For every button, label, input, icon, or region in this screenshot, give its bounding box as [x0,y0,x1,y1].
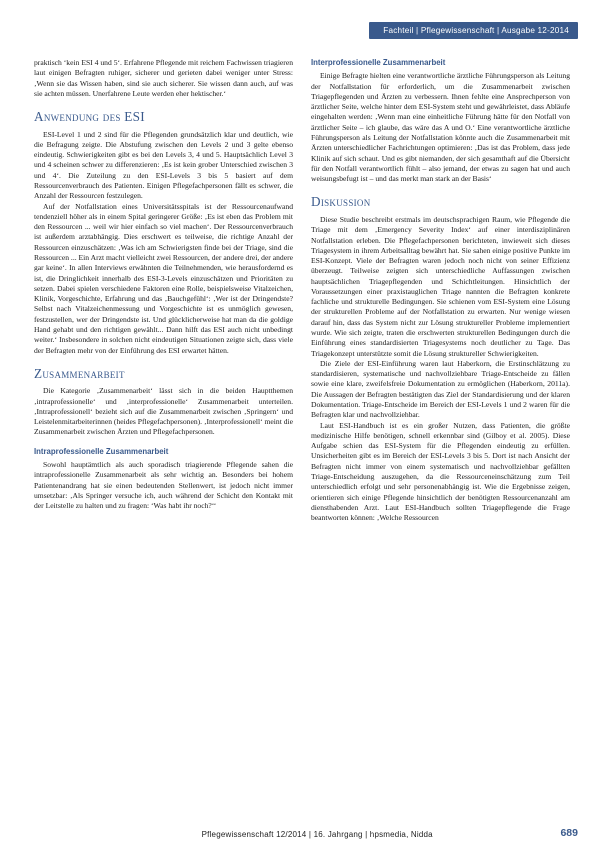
paragraph: Diese Studie beschreibt erstmals im deutschsprachigen Raum, wie Pflegende die Triage mit dem ‚Emergency Severity Index‘ auf einer interdisziplinären Notfallstation erleben. Die Pflegefachpersonen berichteten, inwieweit sich dieses Triagesystem in ihrem Arbeitsalltag bewährt hat. Sie sahen einige positive Punkte im ESI-Konzept. Viele der Befragten waren jedoch noch nicht von seiner Effizienz überzeugt. Teilweise zeigten sich unterschiedliche Auffassungen zwischen hauptsächlichen Triagepflegenden und Schichtleitungen. Hinsichtlich der Voraussetzungen einer praxistauglichen Triage nannten die Befragten konkrete fachliche und strukturelle Bedingungen. Sie schienen vom ESI-System eine Lösung der strukturellen Probleme auf der Notfallstation zu erwarten. Nur wenige wiesen darauf hin, dass das System nicht zur Lösung struktureller Probleme implementiert wurde. Wie sich zeigte, traten die erschwerten strukturellen Bedingungen durch die Einführung eines standardisierten Triagesystems noch deutlicher zu Tage. Das Triagekonzept unterstützte somit die Lösung struktureller Schwierigkeiten. [311,214,570,358]
paragraph: Die Kategorie ‚Zusammenarbeit‘ lässt sich in die beiden Hauptthemen ‚intraprofessionelle‘ und ‚interprofessionelle‘ Zusammenarbeit unterteilen. ‚Intraprofessionell‘ bezieht sich auf die Zusammenarbeit zwischen ‚Springern‘ und Leistelenmitarbeiterinnen (heides Pflegefachpersonen). ‚Interprofessionell‘ meint die Zusammenarbeit zwischen Ärzten und Pflegefachpersonen. [34,386,293,437]
right-column [311,58,570,807]
subsection-heading-intraprofessionelle: Intraprofessionelle Zusammenarbeit [34,446,169,456]
page-number: 689 [560,827,578,839]
paragraph-continuation: praktisch ‘kein ESI 4 und 5‘. Erfahrene Pflegende mit reichem Fachwissen triagieren laut einigen Befragten ruhiger, sicherer und gerieten dabei weniger unter Stress: ‚Wenn sie das Wissen haben, sind sie auch sicherer. Sie wissen dann auch, auf was sie achten müssen. Unerfahrene Leute werden eher hektischer.‘ [34,58,293,98]
paragraph: Laut ESI-Handbuch ist es ein großer Nutzen, dass Patienten, die größte medizinische Hilfe benötigen, schnell erkennbar sind (Gilboy et al. 2005). Diese Aufgabe schien das ESI-System für die Pflegenden eindeutig zu erfüllen. Unsicherheiten gibt es im Bereich der ESI-Levels 3 bis 5. Dort ist nach Ansicht der Befragten nicht immer von einem systematisch und nachvollziehbar gefällten Triage-Entscheidung auszugehen, da die Ressourceneinschätzung zum Teil unterschiedlich erfolgt und sehr personenabhängig ist. Wie die Ergebnisse zeigen, orientieren sich einige Pflegende hinsichtlich der benötigten Ressourcenanzahl am diensthabenden Arzt. Laut ESI-Handbuch sollten Triagepflegende die Frage beantworten können: ‚Welche Ressourcen [311,420,570,523]
subsection-heading-interprofessionelle: Interprofessionelle Zusammenarbeit [311,58,446,67]
paragraph: Einige Befragte hielten eine verantwortliche ärztliche Führungsperson als Leitung der Notfallstation für erforderlich, um die Zusammenarbeit zwischen Triagepflegenden und Ärzten zu verbessern. Ihnen fehlte eine Ansprechperson von ärztlicher Seite, welche hinter dem ESI-System steht und gewährleistet, dass Abläufe eingehalten werden: ‚Wenn man eine einheitliche Führung hätte für den Notfall von ärztlicher Seite – ich glaube, das wäre das A und O.‘ Eine verantwortliche ärztliche Führungsperson als Leitung der Notfallstation könnte auch die Zusammenarbeit mit Ärzten unterschiedlicher Fachrichtungen optimieren: ‚Das ist das Problem, dass jede Klinik auf sich schaut. Und es gibt niemanden, der sich gesamthaft auf die Übersicht für den Notfall verantwortlich fühlt – also jemand, der etwas zu sagen hat und auch weisungsbefugt ist – und das merkt man stark an der Basis‘ [311,71,570,184]
section-heading-zusammenarbeit: Zusammenarbeit [34,365,125,381]
paragraph: Die Ziele der ESI-Einführung waren laut Haberkorn, die Erstinschlätzung zu standardisieren, systematische und nachvollziehbare Triage-Entscheide zu fällen sowie eine klare, zweifelsfreie Dokumentation zu ermöglichen (Haberkorn, 2011a). Die Aussagen der Befragten bestätigten das Ziel der Standardisierung und der klaren Dokumentation. Triage-Entscheide im Bereich der ESI-Levels 1 und 2 waren für die Befragten klar und nachvollziehbar. [311,358,570,420]
header-text: Fachteil | Pflegewissenschaft | Ausgabe 12-2014 [383,26,569,35]
footer-citation: Pflegewissenschaft 12/2014 | 16. Jahrgang | hpsmedia, Nidda [201,830,433,839]
paragraph: Sowohl hauptämtlich als auch sporadisch triagierende Pflegende sahen die intraprofessionelle Zusammenarbeit als sehr wichtig an. Besonders bei hohem Patientenandrang hat sie einen bedeutenden Stellenwert, ist jedoch nicht immer umsetzbar: ‚Als Springer versuche ich, auch während der Schicht den Kontakt mit der Leitstelle zu halten und zu fragen: ‘Was habt ihr noch?‘‘ [34,460,293,511]
paragraph: ESI-Level 1 und 2 sind für die Pflegenden grundsätzlich klar und deutlich, wie die Befragung zeigte. Die Abstufung zwischen den Levels 2 und 3 gelte ebenso eindeutig. Schwierigkeiten gibt es bei den Levels 3, 4 und 5. Hauptsächlich Level 3 und 4 scheinen schwer zu differenzieren: ‚Es ist kein grober Unterschied zwischen 3 und 4‘. Die Zuteilung zu den ESI-Levels 3 bis 5 basiert auf dem Ressourcenverbrauch des Patienten. Einigen Pflegefachpersonen fällt es schwer, die Anzahl der Ressourcen festzulegen. [34,129,293,201]
paragraph: Auf der Notfallstation eines Universitätsspitals ist der Ressourcenaufwand tendenziell höher als in einem Spital geringerer Größe: ‚Es ist eben das Problem mit den Ressourcen ... weil wir hier einfach so viel machen‘. Der Ressourcenverbrauch ist außerdem arztabhängig. Dies erschwert es teilweise, die richtige Anzahl der Ressourcen einzuschätzen: ‚Was ich am Schwierigsten finde bei der Triage, sind die Ressourcen ... Ein Arzt macht vielleicht zwei Ressourcen, der andere drei, der andere gar keine‘. In allen Interviews erwähnten die Teilnehmenden, wie herausfordernd es ist, die Dringlichkeit innerhalb des ESI-3-Levels einzuschätzen und Prioritäten zu setzen. Dabei spielen verschiedene Faktoren eine Rolle, beispielsweise Vitalzeichen, Klinik, Vorgeschichte, Erfahrung und das ‚Bauchgefühl‘: ‚Wer ist der Dringendste? Selbst nach Vitalzeichenmessung und Vorgeschichte ist es unmöglich gewesen, festzustellen, wer der Dringendste ist. Und glücklicherweise hat man da die goldige Hand gehabt und den richtigen gewählt... Dann hilft das ESI auch nicht unbedingt weiter.‘ Insbesondere in solchen nicht eindeutigen Situationen zeigte sich, dass viele der Befragten mehr von der Einführung des ESI erwartet hätten. [34,201,293,355]
page-header [369,22,578,39]
page-footer [34,827,578,839]
section-heading-anwendung: Anwendung des ESI [34,109,145,125]
section-heading-diskussion: Diskussion [311,194,371,210]
two-column-body [34,58,578,807]
left-column [34,58,293,807]
